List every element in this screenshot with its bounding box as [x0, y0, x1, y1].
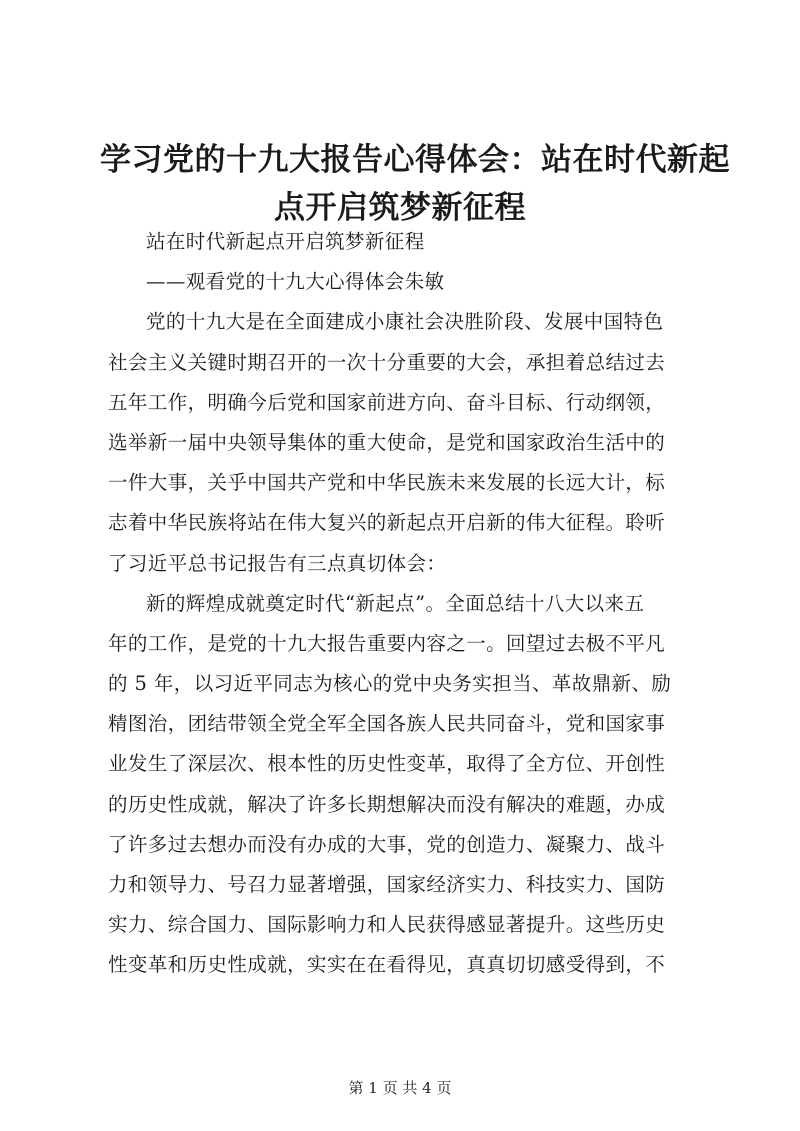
paragraph-line: 选举新一届中央领导集体的重大使命，是党和国家政治生活中的	[108, 430, 666, 454]
paragraph-line: 性变革和历史性成就，实实在在看得见，真真切切感受得到，不	[108, 953, 666, 977]
paragraph-line: 精图治，团结带领全党全军全国各族人民共同奋斗，党和国家事	[108, 712, 666, 736]
paragraph-line: 年的工作，是党的十九大报告重要内容之一。回望过去极不平凡	[108, 631, 666, 655]
paragraph-line: 业发生了深层次、根本性的历史性变革，取得了全方位、开创性	[108, 752, 666, 776]
paragraph-line: 了许多过去想办而没有办成的大事，党的创造力、凝聚力、战斗	[108, 832, 666, 856]
page-footer	[0, 1078, 800, 1098]
paragraph-line: 一件大事，关乎中国共产党和中华民族未来发展的长远大计，标	[108, 471, 666, 495]
paragraph-line: 力和领导力、号召力显著增强，国家经济实力、科技实力、国防	[108, 873, 666, 896]
document-body	[108, 222, 708, 986]
paragraph-1	[108, 302, 708, 583]
page-number: 第 1 页 共 4 页	[348, 1079, 452, 1097]
title-line-1: 学习党的十九大报告心得体会：站在时代新起	[100, 142, 730, 178]
document-title	[100, 136, 730, 232]
paragraph-line: 的历史性成就，解决了许多长期想解决而没有解决的难题，办成	[108, 792, 666, 816]
paragraph-line: 党的十九大是在全面建成小康社会决胜阶段、发展中国特色	[146, 310, 664, 334]
paragraph-line: 五年工作，明确今后党和国家前进方向、奋斗目标、行动纲领，	[108, 390, 666, 414]
paragraph-line: 社会主义关键时期召开的一次十分重要的大会，承担着总结过去	[108, 350, 666, 374]
paragraph-2	[108, 584, 708, 986]
paragraph-line: 了习近平总书记报告有三点真切体会：	[108, 551, 447, 575]
paragraph-line: 的 5 年，以习近平同志为核心的党中央务实担当、革故鼎新、励	[108, 672, 672, 696]
paragraph-line: 新的辉煌成就奠定时代“新起点”。全面总结十八大以来五	[146, 591, 645, 615]
subtitle: 站在时代新起点开启筑梦新征程	[146, 230, 425, 253]
paragraph-line: 志着中华民族将站在伟大复兴的新起点开启新的伟大征程。聆听	[108, 511, 666, 535]
paragraph-line: 实力、综合国力、国际影响力和人民获得感显著提升。这些历史	[108, 913, 666, 937]
title-line-2: 点开启筑梦新征程	[274, 190, 526, 226]
byline: ——观看党的十九大心得体会朱敏	[146, 270, 445, 294]
